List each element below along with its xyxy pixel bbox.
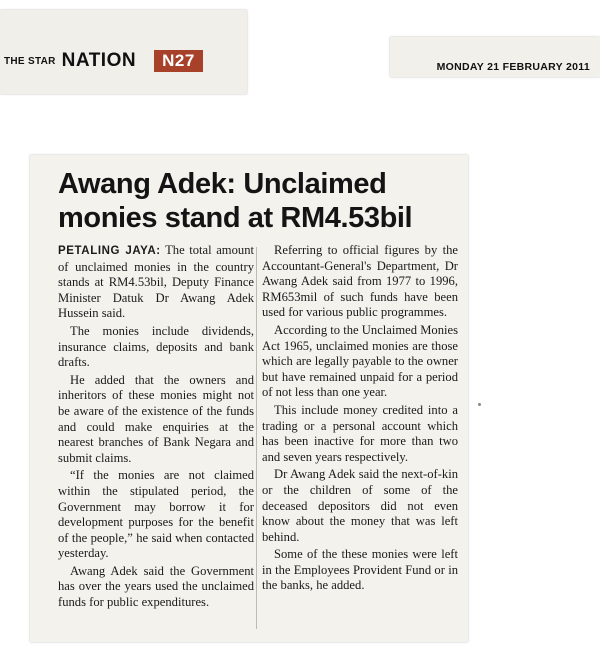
article-paragraph: Awang Adek said the Government has over the years used the unclaimed funds for public expenditures. [58,563,254,610]
article-clipping [30,155,468,642]
scan-speck [478,403,481,406]
dateline: PETALING JAYA: [58,245,161,257]
column-divider [256,247,257,629]
article-paragraph: Referring to official figures by the Accountant-General's Department, Dr Awang Adek said from 1977 to 1996, RM653mil of such funds have been used for various public programmes. [262,243,458,320]
page-number-badge: N27 [154,50,203,72]
publication-date: MONDAY 21 FEBRUARY 2011 [436,61,590,73]
article-paragraph: This include money credited into a trading or a personal account which has been inactive for more than two and seven years respectively. [262,402,458,464]
article-paragraph [58,243,254,322]
article-column-right [262,243,458,596]
article-paragraph: “If the monies are not claimed within the stipulated period, the Government may borrow it for development purposes for the benefit of the people,” he said when contacted yesterday. [58,468,254,561]
newspaper-name: THE STAR [4,55,56,67]
article-headline: Awang Adek: Unclaimed monies stand at RM4.53bil [58,168,413,234]
article-paragraph: Some of the these monies were left in the Employees Provident Fund or in the banks, he added. [262,547,458,593]
masthead-clipping [0,10,247,94]
article-paragraph: Dr Awang Adek said the next-of-kin or the children of some of the deceased depositors did not even know about the money that was left behind. [262,467,458,544]
paragraph-text: The total amount of unclaimed monies in the country stands at RM4.53bil, Deputy Finance Minister Datuk Dr Awang Adek Hussein said. [58,243,254,321]
article-paragraph: He added that the owners and inheritors of these monies might not be aware of the existence of the funds and could make enquiries at the nearest branches of Bank Negara and submit claims. [58,372,254,465]
date-clipping [390,37,600,77]
masthead [4,50,203,72]
article-paragraph: The monies include dividends, insurance claims, deposits and bank drafts. [58,323,254,370]
article-paragraph: According to the Unclaimed Monies Act 1965, unclaimed monies are those which are legally payable to the owner but have remained unpaid for a period of not less than one year. [262,322,458,400]
article-column-left [58,243,254,613]
section-name: NATION [61,50,137,71]
